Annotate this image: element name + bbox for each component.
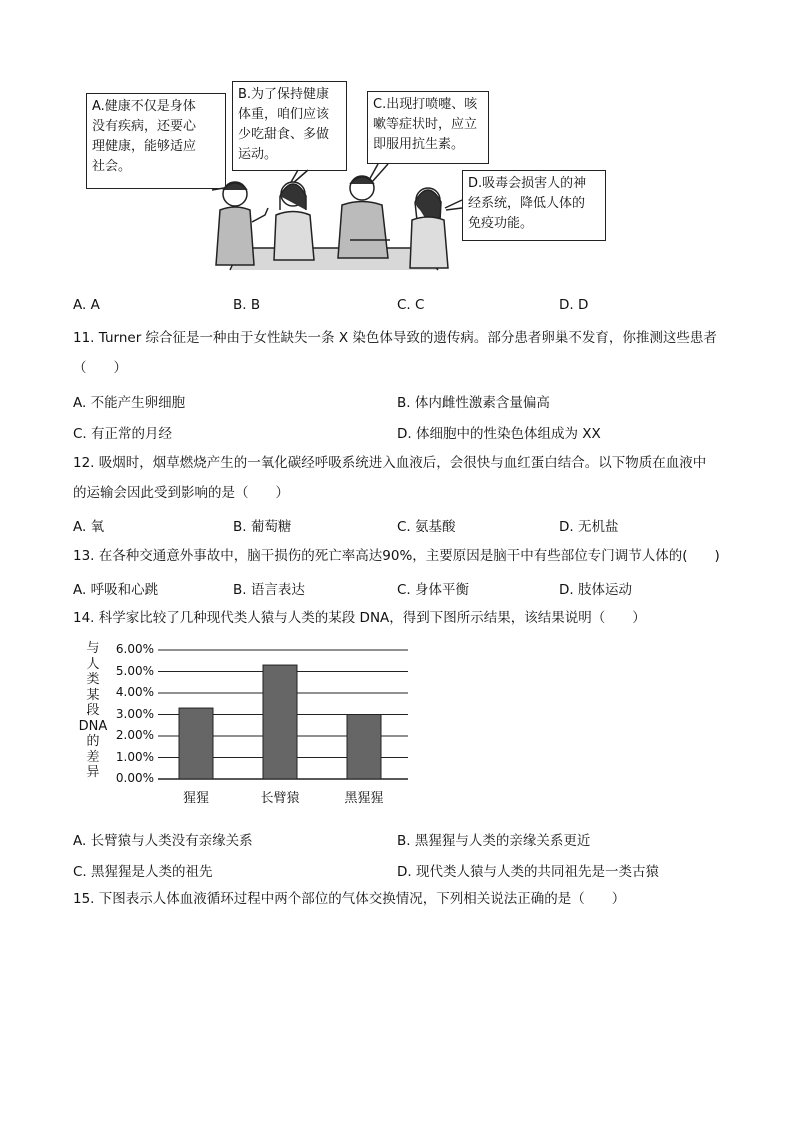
q12-option-c[interactable]: C. 氨基酸 [397, 519, 456, 535]
chart-ylabel: 与 人 类 某 段 DNA 的 差 异 [78, 641, 108, 780]
q12-option-b[interactable]: B. 葡萄糖 [233, 519, 292, 535]
q11-stem: 11. Turner 综合征是一种由于女性缺失一条 X 染色体导致的遗传病。部分患者卵巢不发育，你推测这些患者 [73, 330, 717, 346]
q11-option-d[interactable]: D. 体细胞中的性染色体组成为 XX [397, 426, 601, 442]
q13-option-a[interactable]: A. 呼吸和心跳 [73, 582, 159, 598]
bubble-c: C.出现打喷嚏、咳 嗽等症状时，应立 即服用抗生素。 [367, 91, 489, 164]
q14-option-a[interactable]: A. 长臂猿与人类没有亲缘关系 [73, 833, 253, 849]
q15-stem: 15. 下图表示人体血液循环过程中两个部位的气体交换情况，下列相关说法正确的是（ ） [73, 891, 626, 907]
chart-category-label: 黑猩猩 [344, 791, 384, 806]
q13-option-c[interactable]: C. 身体平衡 [397, 582, 470, 598]
q14-option-c[interactable]: C. 黑猩猩是人类的祖先 [73, 864, 213, 880]
q13-option-b[interactable]: B. 语言表达 [233, 582, 305, 598]
chart-bar-1 [179, 708, 213, 779]
bubble-a: A.健康不仅是身体 没有疾病，还要心 理健康，能够适应 社会。 [86, 93, 226, 189]
q12-option-a[interactable]: A. 氧 [73, 519, 105, 535]
chart-bar-3 [347, 715, 381, 780]
chart-ytick-label: 6.00% [115, 642, 154, 656]
bubble-b: B.为了保持健康 体重，咱们应该 少吃甜食、多做 运动。 [232, 81, 347, 171]
chart-ytick-label: 1.00% [115, 749, 154, 764]
q12-option-d[interactable]: D. 无机盐 [559, 519, 619, 535]
chart-ytick-label: 4.00% [115, 685, 154, 699]
chart-bar-2 [263, 665, 297, 779]
bubble-d: D.吸毒会损害人的神 经系统，降低人体的 免疫功能。 [462, 170, 606, 241]
q13-option-d[interactable]: D. 肢体运动 [559, 582, 632, 598]
chart-ytick-label: 3.00% [115, 706, 154, 721]
q14-option-d[interactable]: D. 现代类人猿与人类的共同祖先是一类古猿 [397, 864, 659, 880]
q11-option-b[interactable]: B. 体内雌性激素含量偏高 [397, 395, 550, 411]
q12-stem-line2: 的运输会因此受到影响的是（ ） [73, 485, 289, 501]
q11-option-a[interactable]: A. 不能产生卵细胞 [73, 395, 186, 411]
chart-ytick-label: 5.00% [115, 663, 154, 678]
chart-ytick-label: 2.00% [115, 728, 154, 742]
q10-option-b[interactable]: B. B [233, 297, 261, 313]
q14-stem: 14. 科学家比较了几种现代类人猿与人类的某段 DNA，得到下图所示结果，该结果说明（ ） [73, 610, 646, 626]
q13-stem: 13. 在各种交通意外事故中，脑干损伤的死亡率高达90%，主要原因是脑干中有些部位专门调节人体的( ) [73, 548, 720, 564]
q14-option-b[interactable]: B. 黑猩猩与人类的亲缘关系更近 [397, 833, 591, 849]
chart-category-label: 长臂猿 [260, 791, 300, 806]
students-illustration [190, 160, 470, 275]
chart-plot-area [150, 640, 420, 790]
q11-option-c[interactable]: C. 有正常的月经 [73, 426, 173, 442]
q10-option-a[interactable]: A. A [73, 297, 100, 313]
q11-stem-paren: （ ） [73, 360, 127, 376]
chart-ytick-label: 0.00% [115, 771, 154, 785]
q10-option-c[interactable]: C. C [397, 297, 425, 313]
q10-option-d[interactable]: D. D [559, 297, 589, 313]
q12-stem: 12. 吸烟时，烟草燃烧产生的一氧化碳经呼吸系统进入血液后，会很快与血红蛋白结合。以下物质在血液中 [73, 455, 707, 471]
chart-category-label: 猩猩 [182, 791, 209, 806]
